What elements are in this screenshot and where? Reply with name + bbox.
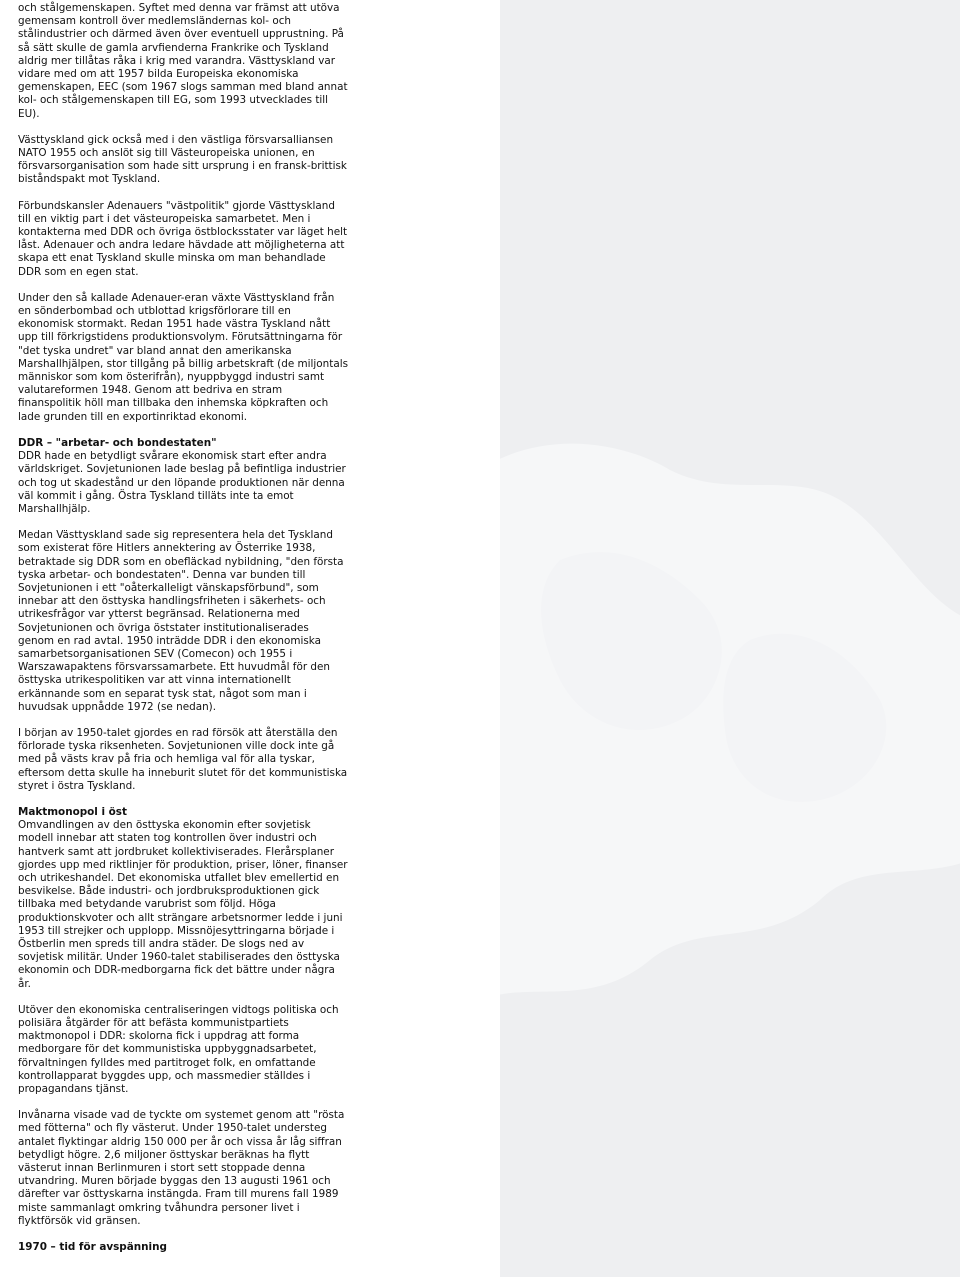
section-heading-1970: 1970 – tid för avspänning [18, 1241, 167, 1254]
paragraph: Under den så kallade Adenauer-eran växte Västtyskland från en sönderbombad och utblottad krigsförlorare till en ekonomisk stormakt. Redan 1951 hade västra Tyskland nått upp till förkrigstidens produktionsvolym. Förutsättningarna för "det tyska undret" var bland annat den amerikanska Marshallhjälpen, stor tillgång på billig arbetskraft (de miljontals människor som kom österifrån), nyuppbyggd industri samt valutareformen 1948. Genom att bedriva en stram finanspolitik höll man tillbaka den inhemska köpkraften och lade grunden till en exportinriktad ekonomi. [18, 291, 348, 423]
paragraph: Förbundskansler Adenauers "västpolitik" gjorde Västtyskland till en viktig part i det västeuropeiska samarbetet. Men i kontakterna med DDR och övriga östblocksstater var läget helt låst. Adenauer och andra ledare hävdade att möjligheterna att skapa ett enat Tyskland skulle minska om man behandlade DDR som en egen stat. [18, 199, 348, 278]
paragraph: Västtyskland gick också med i den västliga försvarsalliansen NATO 1955 och anslöt sig till Västeuropeiska unionen, en försvarsorganisation som hade sitt ursprung i en fransk-brittisk biståndspakt mot Tyskland. [18, 133, 347, 186]
paragraph: DDR hade en betydligt svårare ekonomisk start efter andra världskriget. Sovjetunionen lade beslag på befintliga industrier och tog ut skadestånd ur den löpande produktionen när denna väl kommit i gång. Östra Tyskland tilläts inte ta emot Marshallhjälp. [18, 450, 346, 515]
paragraph: Medan Västtyskland sade sig representera hela det Tyskland som existerat före Hitlers annektering av Österrike 1938, betraktade sig DDR som en obefläckad nybildning, "den första tyska arbetar- och bondestaten". Denna var bunden till Sovjetunionen i ett "oåterkalleligt vänskapsförbund", som innebar att den östtyska handlingsfriheten i säkerhets- och utrikesfrågor var ytterst begränsad. Relationerna med Sovjetunionen och övriga öststater institutionaliserades genom en rad avtal. 1950 inträdde DDR i den ekonomiska samarbetsorganisationen SEV (Comecon) och 1955 i Warszawapaktens försvarssamarbete. Ett huvudmål för den östtyska utrikespolitiken var att vinna internationellt erkännande som en separat tysk stat, något som man i huvudsak uppnådde 1972 (se nedan). [18, 529, 344, 713]
paragraph: I början av 1950-talet gjordes en rad försök att återställa den förlorade tyska riksenheten. Sovjetunionen ville dock inte gå med på västs krav på fria och hemliga val för alla tyskar, eftersom detta skulle ha inneburit slutet för det kommunistiska styret i östra Tyskland. [18, 726, 348, 792]
section-maktmonopol-intro [18, 806, 348, 991]
map-watermark-icon [500, 0, 960, 1277]
side-panel [500, 0, 960, 1277]
paragraph: Invånarna visade vad de tyckte om systemet genom att "rösta med fötterna" och fly västerut. Under 1950-talet understeg antalet flyktingar aldrig 150 000 per år och vissa år låg siffran betydligt högre. 2,6 miljoner östtyskar beräknas ha flytt västerut innan Berlinmuren i stort sett stoppade denna utvandring. Muren började byggas den 13 augusti 1961 och därefter var östtyskarna instängda. Fram till murens fall 1989 miste sammanlagt omkring tvåhundra personer livet i flyktförsök vid gränsen. [18, 1109, 345, 1227]
paragraph: och stålgemenskapen. Syftet med denna var främst att utöva gemensam kontroll över medlemsländernas kol- och stålindustrier och därmed även över eventuell upprustning. På så sätt skulle de gamla arvfienderna Frankrike och Tyskland aldrig mer tillåtas råka i krig med varandra. Västtyskland var vidare med om att 1957 bilda Europeiska ekonomiska gemenskapen, EEC (som 1967 slogs samman med bland annat kol- och stålgemenskapen till EG, som 1993 utvecklades till EU). [18, 2, 348, 120]
article-text [18, 2, 348, 1267]
paragraph: Utöver den ekonomiska centraliseringen vidtogs politiska och polisiära åtgärder för att befästa kommunistpartiets maktmonopol i DDR: skolorna fick i uppdrag att forma medborgare för det kommunistiska uppbyggnadsarbetet, förvaltningen fylldes med partitroget folk, en omfattande kontrollapparat byggdes upp, och massmedier ställdes i propagandans tjänst. [18, 1003, 339, 1096]
paragraph: Omvandlingen av den östtyska ekonomin efter sovjetisk modell innebar att staten tog kontrollen över industri och hantverk samt att jordbruket kollektiviserades. Flerårsplaner gjordes upp med riktlinjer för produktion, priser, löner, finanser och utrikeshandel. Det ekonomiska utfallet blev emellertid en besvikelse. Både industri- och jordbruksproduktionen gick tillbaka med betydande varubrist som följd. Höga produktionskvoter och allt strängare arbetsnormer ledde i juni 1953 till strejker och upplopp. Missnöjesyttringarna började i Östberlin men spreds till andra städer. De slogs ned av sovjetisk militär. Under 1960-talet stabiliserades den östtyska ekonomin och DDR-medborgarna fick det bättre under några år. [18, 819, 348, 990]
section-ddr-intro [18, 437, 348, 516]
section-1970 [18, 1241, 348, 1254]
section-heading-ddr: DDR – "arbetar- och bondestaten" [18, 436, 217, 449]
section-heading-maktmonopol: Maktmonopol i öst [18, 805, 127, 818]
